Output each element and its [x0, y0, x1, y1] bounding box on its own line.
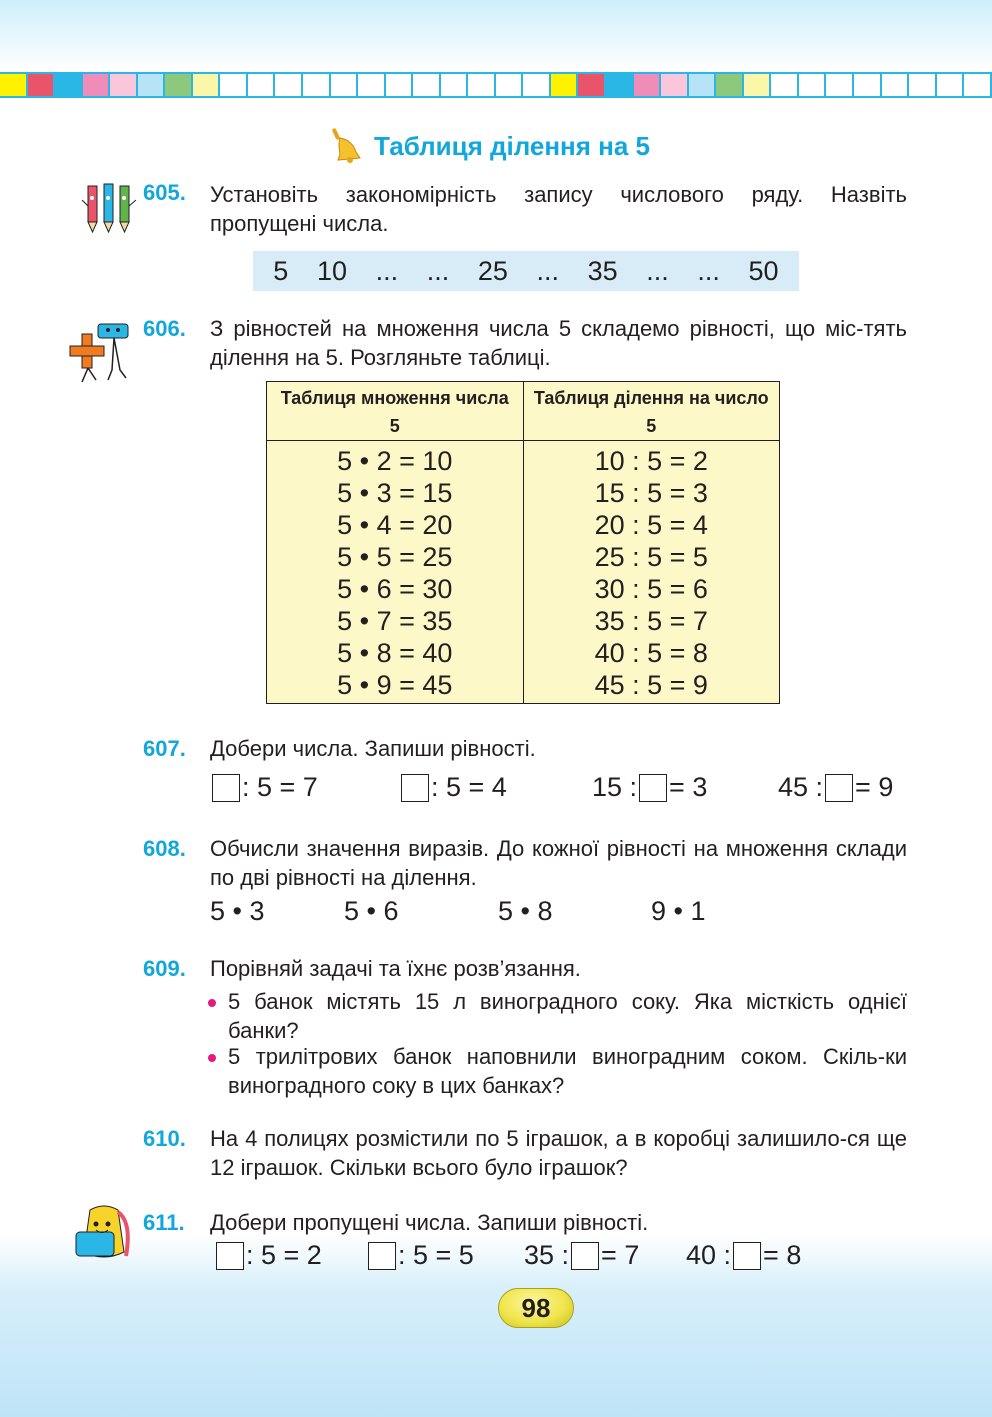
answer-box[interactable]: [571, 1242, 599, 1270]
expression: 5 • 3: [210, 896, 265, 926]
equation-text: : 5 = 7: [242, 772, 318, 802]
equation-text: = 9: [855, 772, 894, 802]
equation-text: : 5 = 4: [431, 772, 507, 802]
strip-cell: [661, 74, 689, 96]
page-number: 98: [498, 1288, 574, 1328]
strip-cell: [165, 74, 193, 96]
division-equation: 40 : 5 = 8: [594, 638, 708, 668]
equation-blank: [366, 1240, 474, 1271]
division-equation: 35 : 5 = 7: [594, 606, 708, 636]
strip-cell: [110, 74, 138, 96]
strip-cell: [523, 74, 551, 96]
strip-cell: [799, 74, 827, 96]
strip-cell: [826, 74, 854, 96]
strip-cell: [909, 74, 937, 96]
equation-text: = 3: [669, 772, 708, 802]
answer-box[interactable]: [825, 774, 853, 802]
math-signs-icon: [68, 318, 136, 384]
division-equation: 20 : 5 = 4: [594, 510, 708, 540]
multiplication-equation: 5 • 3 = 15: [337, 478, 453, 508]
multiplication-equation: 5 • 5 = 25: [337, 542, 453, 572]
decorative-color-strip: [0, 72, 992, 98]
task-number: 605.: [143, 180, 186, 205]
equation-text: 35 :: [524, 1240, 570, 1270]
strip-cell: [0, 74, 28, 96]
strip-cell: [83, 74, 111, 96]
strip-cell: [716, 74, 744, 96]
section-title: [330, 128, 650, 164]
sequence-item: ...: [375, 255, 399, 286]
answer-box[interactable]: [368, 1242, 396, 1270]
strip-cell: [413, 74, 441, 96]
strip-cell: [193, 74, 221, 96]
division-equation: 45 : 5 = 9: [594, 670, 708, 700]
equation-blank: [399, 772, 507, 803]
equation-text: 40 :: [686, 1240, 732, 1270]
division-equation: 25 : 5 = 5: [594, 542, 708, 572]
strip-cell: [303, 74, 331, 96]
strip-cell: [386, 74, 414, 96]
multiplication-equation: 5 • 6 = 30: [337, 574, 453, 604]
equation-blank: [592, 772, 707, 803]
equation-text: : 5 = 2: [246, 1240, 322, 1270]
page-title: Таблиця ділення на 5: [374, 130, 650, 161]
multiplication-division-table: [266, 381, 780, 704]
strip-cell: [220, 74, 248, 96]
sequence-item: 5: [273, 255, 289, 286]
bullet-dot: [208, 999, 216, 1007]
multiplication-equation: 5 • 9 = 45: [337, 670, 453, 700]
task-number: 606.: [143, 316, 186, 341]
sequence-item: 50: [748, 255, 779, 286]
strip-cell: [551, 74, 579, 96]
bullet-dot: [208, 1054, 216, 1062]
answer-box[interactable]: [212, 774, 240, 802]
strip-cell: [468, 74, 496, 96]
equation-text: = 8: [763, 1240, 802, 1270]
strip-cell: [358, 74, 386, 96]
strip-cell: [606, 74, 634, 96]
sequence-item: 35: [587, 255, 618, 286]
task-text: Порівняй задачі та їхнє розв’язання.: [210, 956, 581, 981]
multiplication-equation: 5 • 2 = 10: [337, 446, 453, 476]
strip-cell: [275, 74, 303, 96]
equation-blank: [778, 772, 893, 803]
strip-cell: [331, 74, 359, 96]
strip-cell: [138, 74, 166, 96]
bullet-text: 5 банок містять 15 л виноградного соку. Яка місткість однієї банки?: [228, 989, 907, 1043]
bullet-text: 5 трилітрових банок наповнили виноградним соком. Скіль-ки виноградного соку в цих банках?: [228, 1044, 907, 1098]
division-equation: 10 : 5 = 2: [594, 446, 708, 476]
sequence-item: ...: [536, 255, 560, 286]
expression: 5 • 8: [498, 896, 553, 926]
task-text: Обчисли значення виразів. До кожної рівності на множення склади по дві рівності на ділення.: [210, 836, 907, 890]
strip-cell: [578, 74, 606, 96]
backpack-icon: [72, 1202, 136, 1266]
strip-cell: [248, 74, 276, 96]
strip-cell: [441, 74, 469, 96]
table-header-division: Таблиця ділення на число 5: [523, 382, 780, 441]
multiplication-equation: 5 • 7 = 35: [337, 606, 453, 636]
task-number: 611.: [143, 1210, 185, 1235]
equation-blank: [214, 1240, 322, 1271]
sequence-item: ...: [646, 255, 669, 286]
sequence-item: ...: [697, 255, 720, 286]
task-number: 610.: [143, 1126, 186, 1151]
strip-cell: [634, 74, 662, 96]
division-equation: 15 : 5 = 3: [594, 478, 708, 508]
task-number: 607.: [143, 736, 186, 761]
strip-cell: [937, 74, 965, 96]
multiplication-column: [267, 441, 524, 704]
task-text: Добери пропущені числа. Запиши рівності.: [210, 1210, 649, 1235]
strip-cell: [28, 74, 56, 96]
task-number: 608.: [143, 836, 186, 861]
sequence-item: 25: [477, 255, 508, 286]
strip-cell: [854, 74, 882, 96]
strip-cell: [964, 74, 992, 96]
answer-box[interactable]: [639, 774, 667, 802]
bullet-item: [206, 987, 907, 1045]
equation-text: : 5 = 5: [398, 1240, 474, 1270]
sequence-item: 10: [316, 255, 347, 286]
strip-cell: [689, 74, 717, 96]
division-column: [523, 441, 780, 704]
strip-cell: [496, 74, 524, 96]
answer-box[interactable]: [401, 774, 429, 802]
answer-box[interactable]: [216, 1242, 244, 1270]
task-number: 609.: [143, 956, 186, 981]
equation-text: = 7: [601, 1240, 640, 1270]
answer-box[interactable]: [733, 1242, 761, 1270]
equation-text: 45 :: [778, 772, 824, 802]
equation-text: 15 :: [592, 772, 638, 802]
bullet-item: [206, 1042, 907, 1100]
strip-cell: [771, 74, 799, 96]
task-text: Добери числа. Запиши рівності.: [210, 736, 536, 761]
strip-cell: [744, 74, 772, 96]
equation-blank: [686, 1240, 801, 1271]
number-sequence: [253, 251, 799, 291]
task-text: З рівностей на множення числа 5 складемо рівності, що міс-тять ділення на 5. Розгляньте таблиці.: [210, 316, 907, 370]
division-equation: 30 : 5 = 6: [594, 574, 708, 604]
equation-blank: [524, 1240, 639, 1271]
sequence-item: ...: [426, 255, 450, 286]
expression: 5 • 6: [344, 896, 399, 926]
expression: 9 • 1: [651, 896, 706, 926]
task-text: На 4 полицях розмістили по 5 іграшок, а в коробці залишило-ся ще 12 іграшок. Скільки всього було іграшок?: [210, 1126, 907, 1180]
multiplication-equation: 5 • 8 = 40: [337, 638, 453, 668]
strip-cell: [55, 74, 83, 96]
bell-icon: [330, 128, 364, 164]
equation-blank: [210, 772, 318, 803]
table-header-multiplication: Таблиця множення числа 5: [267, 382, 524, 441]
strip-cell: [882, 74, 910, 96]
multiplication-equation: 5 • 4 = 20: [337, 510, 453, 540]
task-text: Установіть закономірність запису числового ряду. Назвіть пропущені числа.: [210, 182, 907, 236]
pencils-icon: [80, 180, 138, 234]
